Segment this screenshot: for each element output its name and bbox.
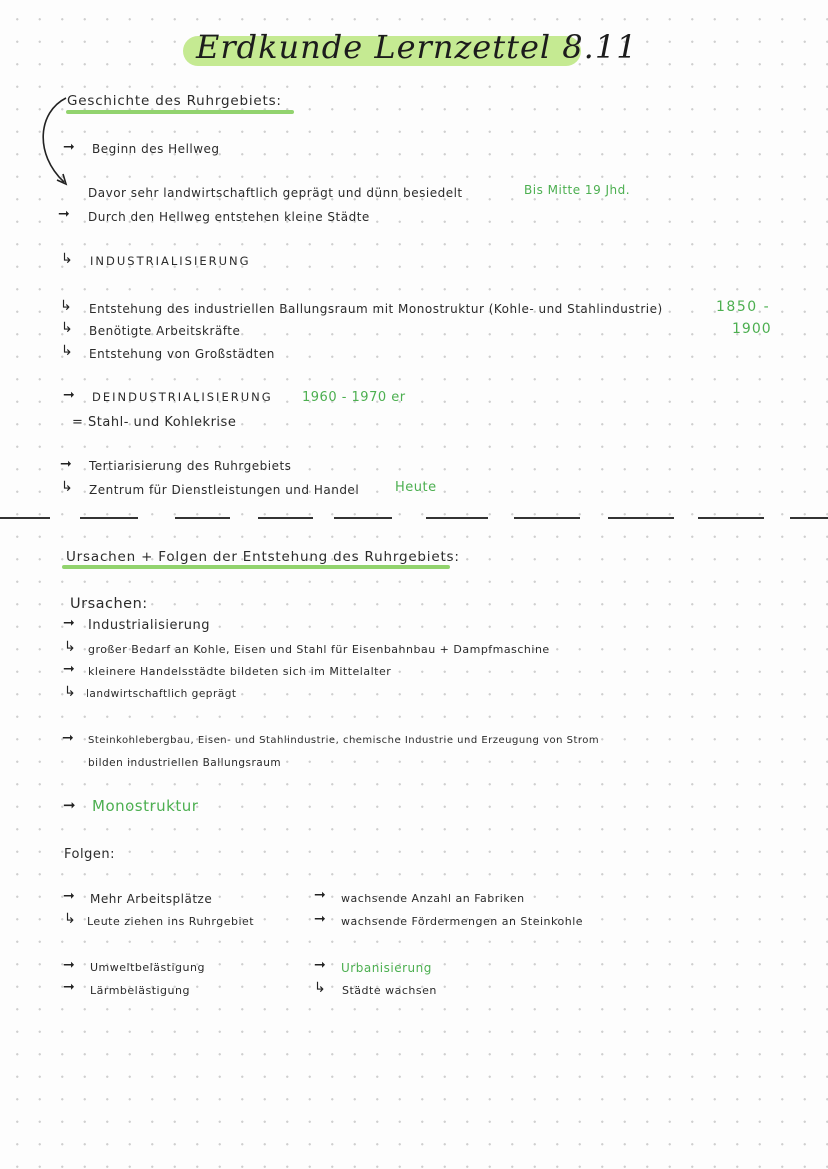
folgen-label: Folgen: — [64, 847, 115, 862]
ursache-industrialisierung: Industrialisierung — [88, 618, 211, 633]
divider-segment — [790, 517, 828, 519]
divider-segment — [175, 517, 230, 519]
folge-arbeitsplaetze: Mehr Arbeitsplätze — [90, 892, 213, 906]
arrow-right-icon: ➞ — [62, 730, 74, 746]
krise-text: = Stahl- und Kohlekrise — [72, 415, 237, 430]
arrow-right-icon: ➞ — [63, 661, 75, 677]
divider-segment — [608, 517, 674, 519]
arrow-right-icon: ➞ — [63, 387, 75, 403]
arrow-right-icon: ➞ — [63, 957, 75, 973]
return-arrow-icon: ↳ — [64, 639, 76, 655]
bis-mitte-text: Bis Mitte 19 Jhd. — [524, 183, 631, 197]
folge-leute: Leute ziehen ins Ruhrgebiet — [87, 915, 255, 928]
arrow-right-icon: ➞ — [63, 615, 75, 631]
section-heading-geschichte: Geschichte des Ruhrgebiets: — [67, 93, 282, 109]
divider-segment — [514, 517, 580, 519]
return-arrow-icon: ↳ — [314, 980, 326, 996]
ursache-handelsstaedte: kleinere Handelsstädte bildeten sich im Mittelalter — [88, 665, 392, 678]
deind-years-text: 1960 - 1970 er — [302, 390, 406, 405]
ursache-ballungsraum: bilden industriellen Ballungsraum — [88, 757, 282, 769]
zentrum-text: Zentrum für Dienstleistungen und Handel — [89, 483, 360, 497]
divider-segment — [426, 517, 488, 519]
years-1900: 1900 — [732, 321, 772, 337]
arrow-right-icon: ➞ — [63, 979, 75, 995]
page-title: Erdkunde Lernzettel 8.11 — [196, 28, 638, 66]
heute-text: Heute — [395, 480, 437, 495]
return-arrow-icon: ↳ — [61, 479, 73, 495]
folge-fabriken: wachsende Anzahl an Fabriken — [341, 892, 525, 905]
durch-text: Durch den Hellweg entstehen kleine Städte — [88, 210, 370, 224]
return-arrow-icon: ↳ — [64, 911, 76, 927]
divider-segment — [0, 517, 50, 519]
folge-foerdermengen: wachsende Fördermengen an Steinkohle — [341, 915, 584, 928]
return-arrow-icon: ↳ — [61, 251, 73, 267]
folge-urbanisierung: Urbanisierung — [341, 961, 432, 975]
arrow-right-icon: ➞ — [63, 139, 75, 155]
return-arrow-icon: ↳ — [60, 298, 72, 314]
arrow-right-icon: ➞ — [63, 796, 76, 814]
tertiarisierung-text: Tertiarisierung des Ruhrgebiets — [89, 459, 292, 473]
section-heading-ursachen-folgen: Ursachen + Folgen der Entstehung des Ruhrgebiets: — [66, 549, 460, 565]
grossstaedte-text: Entstehung von Großstädten — [89, 347, 275, 361]
heading-underline — [66, 110, 294, 114]
arrow-right-icon: ➞ — [314, 957, 326, 973]
monostruktur-text: Monostruktur — [92, 797, 199, 815]
return-arrow-icon: ↳ — [61, 343, 73, 359]
return-arrow-icon: ↳ — [64, 684, 76, 700]
deindustrialisierung-text: DEINDUSTRIALISIERUNG — [92, 390, 273, 404]
arrow-right-icon: ➞ — [60, 456, 72, 472]
arrow-right-icon: ➞ — [314, 911, 326, 927]
arrow-right-icon: ➞ — [314, 887, 326, 903]
years-1850: 1850 - — [716, 299, 771, 315]
folge-laerm: Lärmbelästigung — [90, 984, 190, 997]
ursache-steinkohlebergbau: Steinkohlebergbau, Eisen- und Stahlindustrie, chemische Industrie und Erzeugung von Strom — [88, 735, 600, 746]
folge-umwelt: Umweltbelästigung — [90, 961, 205, 974]
return-arrow-icon: ↳ — [61, 320, 73, 336]
arrow-right-icon: ➞ — [63, 888, 75, 904]
divider-segment — [698, 517, 764, 519]
ursache-bedarf: großer Bedarf an Kohle, Eisen und Stahl für Eisenbahnbau + Dampfmaschine — [88, 643, 550, 656]
arbeitskraefte-text: Benötigte Arbeitskräfte — [89, 324, 241, 338]
folge-staedte: Städte wachsen — [342, 984, 437, 997]
entstehung-text: Entstehung des industriellen Ballungsraum mit Monostruktur (Kohle- und Stahlindustrie) — [89, 302, 663, 316]
divider-segment — [334, 517, 392, 519]
divider-segment — [258, 517, 313, 519]
hellweg-text: Beginn des Hellweg — [92, 142, 220, 156]
divider-segment — [80, 517, 138, 519]
arrow-right-icon: ➞ — [58, 206, 70, 222]
ursache-landwirtschaftlich: landwirtschaftlich geprägt — [86, 688, 237, 700]
ursachen-label: Ursachen: — [70, 596, 148, 612]
industrialisierung-text: INDUSTRIALISIERUNG — [90, 254, 251, 268]
davor-text: Davor sehr landwirtschaftlich geprägt und dünn besiedelt — [88, 186, 463, 200]
heading-underline — [62, 565, 450, 569]
